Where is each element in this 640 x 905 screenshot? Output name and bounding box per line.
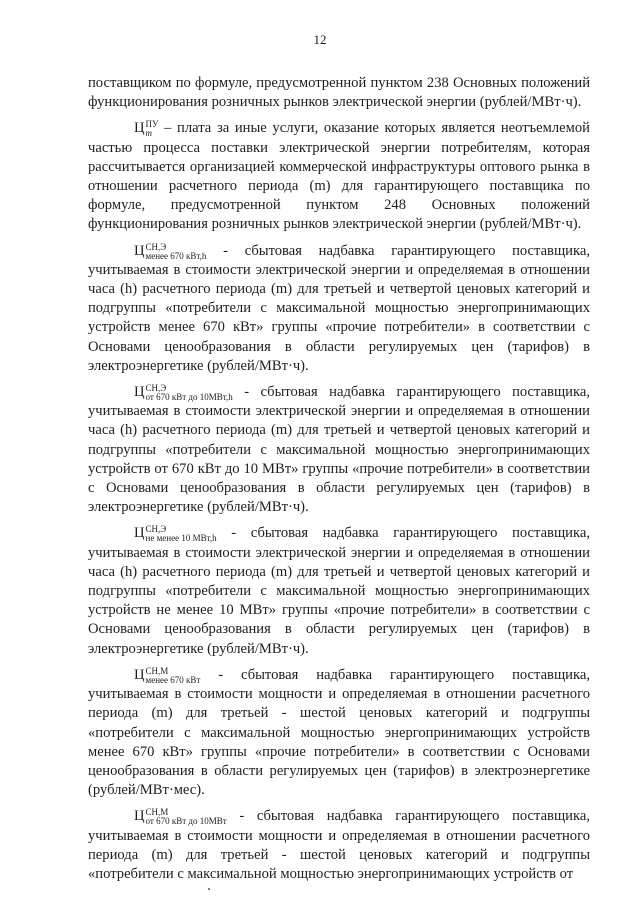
- formula-symbol: Ц ПУ m: [134, 119, 159, 139]
- formula-symbol: Ц СН,М менее 670 кВт: [134, 665, 201, 685]
- definition-markup-capacity-670kw-10mw: [88, 807, 590, 884]
- symbol-subscript: менее 670 кВт,h: [145, 250, 207, 261]
- symbol-superscript: СН,М: [145, 665, 169, 676]
- symbol-superscript: ПУ: [145, 119, 159, 130]
- paragraph-text: - сбытовая надбавка гарантирующего поставщика, учитываемая в стоимости электрической энергии и определяемая в отношении часа (h) расчетного периода (m) для третьей и четвертой ценовых категорий и подгруппы «потребители с максимальной мощностью энергопринимающих устройств от 670 кВт до 10 МВт» группы «прочие потребители» в соответствии с Основами ценообразования в области регулируемых цен (тарифов) в электроэнергетике (рублей/МВт·ч).: [88, 384, 590, 516]
- symbol-superscript: СН,Э: [145, 524, 167, 535]
- paragraph-text: - сбытовая надбавка гарантирующего поставщика, учитываемая в стоимости мощности и определяемая в отношении расчетного периода (m) для третьей - шестой ценовых категорий и подгруппы «потребители с максимальной мощностью энергопринимающих устройств от: [88, 808, 590, 882]
- formula-symbol: Ц СН,Э не менее 10 МВт,h: [134, 524, 217, 544]
- symbol-subscript: менее 670 кВт: [145, 674, 201, 685]
- formula-symbol: Ц СН,М от 670 кВт до 10МВт: [134, 807, 227, 827]
- symbol-superscript: СН,Э: [145, 241, 167, 252]
- scan-speck: [208, 888, 210, 890]
- document-body: [88, 74, 590, 891]
- formula-symbol: Ц СН,Э от 670 кВт до 10МВт,h: [134, 383, 233, 403]
- paragraph-text: – плата за иные услуги, оказание которых является неотъемлемой частью процесса поставки электрической энергии потребителям, которая рассчитывается организацией коммерческой инфраструктуры оптового рынка в отношении расчетного периода (m) для гарантирующего поставщика по формуле, предусмотренной пунктом 248 Основных положений функционирования розничных рынков электрической энергии (рублей/МВт·ч).: [88, 120, 590, 233]
- symbol-superscript: СН,Э: [145, 383, 167, 394]
- definition-markup-energy-under-670kw: [88, 242, 590, 376]
- symbol-subscript: от 670 кВт до 10МВт,h: [145, 392, 233, 403]
- paragraph-text: - сбытовая надбавка гарантирующего поставщика, учитываемая в стоимости мощности и определяемая в отношении расчетного периода (m) для третьей - шестой ценовых категорий и подгруппы «потребители с максимальной мощностью энергопринимающих устройств менее 670 кВт» группы «прочие потребители» в соответствии с Основами ценообразования в области регулируемых цен (тарифов) в электроэнергетике (рублей/МВт·мес).: [88, 666, 590, 799]
- symbol-subscript: не менее 10 МВт,h: [145, 533, 217, 544]
- paragraph-text: - сбытовая надбавка гарантирующего поставщика, учитываемая в стоимости электрической энергии и определяемая в отношении часа (h) расчетного периода (m) для третьей и четвертой ценовых категорий и подгруппы «потребители с максимальной мощностью энергопринимающих устройств менее 670 кВт» группы «прочие потребители» в соответствии с Основами ценообразования в области регулируемых цен (тарифов) в электроэнергетике (рублей/МВт·ч).: [88, 242, 590, 374]
- paragraph-continuation: [88, 74, 590, 112]
- symbol-subscript: m: [145, 128, 153, 139]
- definition-markup-energy-670kw-10mw: [88, 383, 590, 517]
- paragraph-text: поставщиком по формуле, предусмотренной пунктом 238 Основных положений функционирования розничных рынков электрической энергии (рублей/МВт·ч).: [88, 75, 590, 111]
- page-number: 12: [313, 32, 327, 47]
- formula-symbol: Ц СН,Э менее 670 кВт,h: [134, 241, 207, 261]
- definition-markup-energy-over-10mw: [88, 524, 590, 658]
- paragraph-text: - сбытовая надбавка гарантирующего поставщика, учитываемая в стоимости электрической энергии и определяемая в отношении часа (h) расчетного периода (m) для третьей и четвертой ценовых категорий и подгруппы «потребители с максимальной мощностью энергопринимающих устройств не менее 10 МВт» группы «прочие потребители» в соответствии с Основами ценообразования в области регулируемых цен (тарифов) в электроэнергетике (рублей/МВт·ч).: [88, 525, 590, 657]
- symbol-subscript: от 670 кВт до 10МВт: [145, 816, 227, 827]
- definition-markup-capacity-under-670kw: [88, 666, 590, 800]
- symbol-superscript: СН,М: [145, 807, 169, 818]
- definition-other-services-fee: [88, 119, 590, 234]
